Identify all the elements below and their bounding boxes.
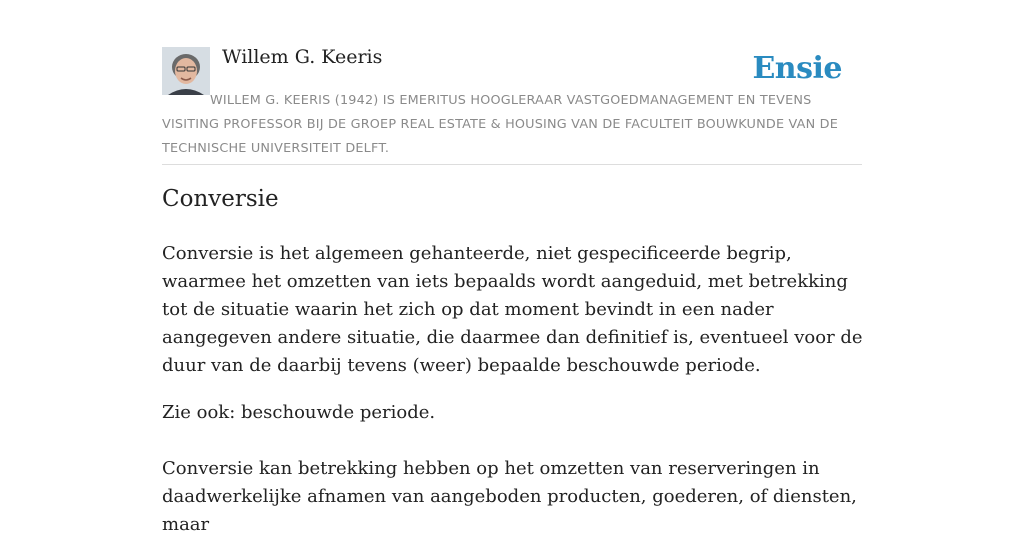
- author-avatar[interactable]: [162, 47, 210, 95]
- article-paragraph-see-also: Zie ook: beschouwde periode.: [162, 402, 436, 423]
- author-name[interactable]: Willem G. Keeris: [222, 46, 383, 68]
- brand-logo[interactable]: Ensie: [752, 51, 842, 86]
- article-paragraph: Conversie kan betrekking hebben op het omzetten van reserveringen in daadwerkelijke afnamen van aangeboden producten, goederen, of diensten, maar: [162, 458, 857, 535]
- author-header: [162, 0, 862, 165]
- article-container: [162, 0, 863, 535]
- author-photo-icon: [162, 47, 210, 95]
- author-bio: WILLEM G. KEERIS (1942) IS EMERITUS HOOGLERAAR VASTGOEDMANAGEMENT EN TEVENS VISITING PROFESSOR BIJ DE GROEP REAL ESTATE & HOUSING VAN DE FACULTEIT BOUWKUNDE VAN DE TECHNISCHE UNIVERSITEIT DELFT.: [162, 93, 838, 156]
- article-title: Conversie: [162, 186, 279, 212]
- article-paragraph: Conversie is het algemeen gehanteerde, niet gespecificeerde begrip, waarmee het omzetten van iets bepaalds wordt aangeduid, met betrekking tot de situatie waarin het zich op dat moment bevindt in een nader aangegeven andere situatie, die daarmee dan definitief is, eventueel voor de duur van de daarbij tevens (weer) bepaalde beschouwde periode.: [162, 243, 863, 376]
